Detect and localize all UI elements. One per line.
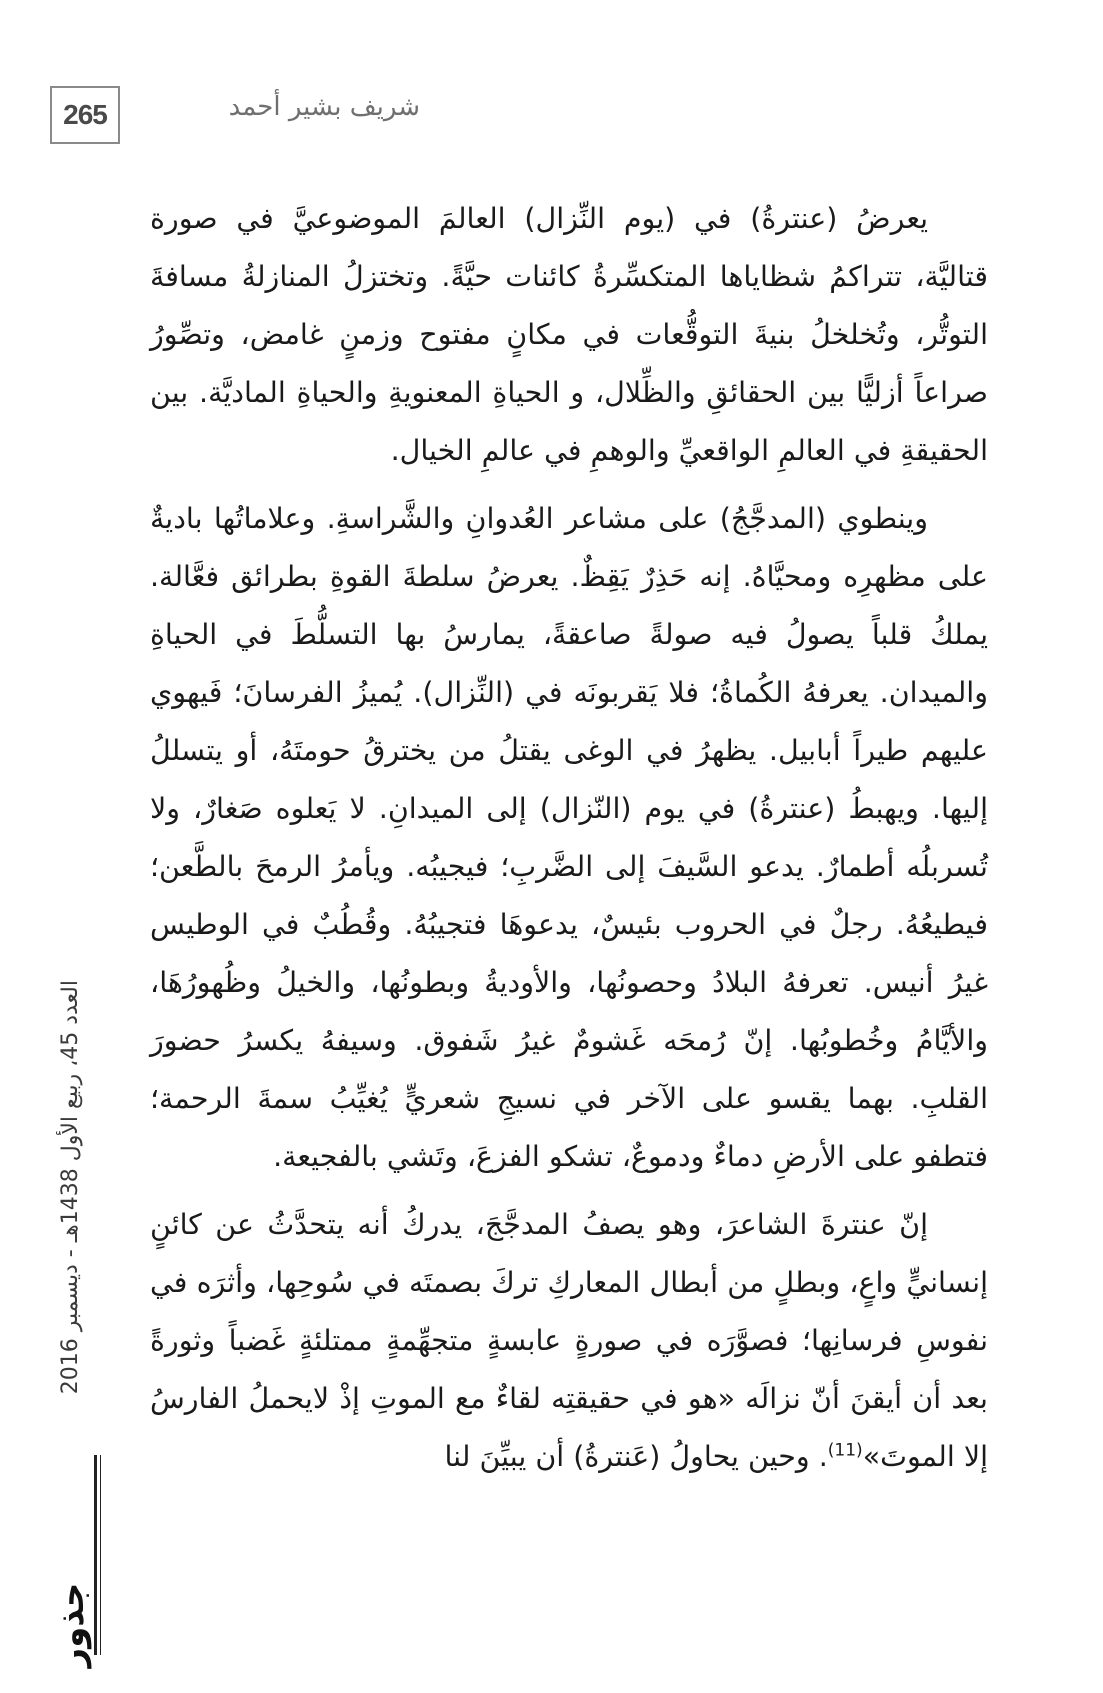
paragraph-3-text: إنّ عنترةَ الشاعرَ، وهو يصفُ المدجَّجَ، يدركُ أنه يتحدَّثُ عن كائنٍ إنسانيٍّ واعٍ، وبطلٍ من أبطال المعاركِ تركَ بصمتَه في سُوحِها، وأثرَه في نفوسِ فرسانِها؛ فصوَّرَه في صورةٍ عابسةٍ متجهِّمةٍ ممتلئةٍ غَضباً وثورةً بعد أن أيقنَ أنّ نزالَه «هو في حقيقتِه لقاءٌ مع الموتِ إذْ لايحملُ الفارسُ إلا الموتَ» [150,1208,988,1473]
article-body [150,190,988,1496]
paragraph-3-continuation: . وحين يحاولُ (عَنترةُ) أن يبيِّنَ لنا [444,1440,828,1473]
journal-logo: جذور [52,1582,92,1668]
footnote-marker[interactable]: (11) [827,1440,863,1461]
paragraph-1: يعرضُ (عنترةُ) في (يوم النِّزال) العالمَ الموضوعيَّ في صورة قتاليَّة، تتراكمُ شظاياها المتكسِّرةُ كائنات حيَّةً. وتختزلُ المنازلةُ مسافةَ التوتُّر، وتُخلخلُ بنيةَ التوقُّعات في مكانٍ مفتوح وزمنٍ غامض، وتصِّورُ صراعاً أزليًّا بين الحقائقِ والظِّلال، و الحياةِ المعنويةِ والحياةِ الماديَّة. بين الحقيقةِ في العالمِ الواقعيِّ والوهمِ في عالمِ الخيال. [150,202,988,467]
page-number: 265 [63,99,107,130]
page-number-box [50,86,120,144]
author-name: شريف بشير أحمد [228,92,420,122]
issue-info: العدد 45، ربيع الأول 1438هـ - ديسمبر 2016 [58,980,83,1395]
paragraph-3 [150,1196,988,1486]
paragraph-2: وينطوي (المدجَّجُ) على مشاعر العُدوانِ والشَّراسةِ. وعلاماتُها باديةٌ على مظهرِه ومحيَّاهُ. إنه حَذِرٌ يَقِظٌ. يعرضُ سلطةَ القوةِ بطرائق فعَّالة. يملكُ قلباً يصولُ فيه صولةً صاعقةً، يمارسُ بها التسلُّطَ في الحياةِ والميدان. يعرفهُ الكُماةُ؛ فلا يَقربونَه في (النِّزال). يُميزُ الفرسانَ؛ فَيهوي عليهم طيراً أبابيل. يظهرُ في الوغى يقتلُ من يخترقُ حومتَهُ، أو يتسللُ إليها. ويهبطُ (عنترةُ) في يوم (النّزال) إلى الميدانِ. لا يَعلوه صَغارٌ، ولا تُسربلُه أطمارٌ. يدعو السَّيفَ إلى الضَّربِ؛ فيجيبُه. ويأمرُ الرمحَ بالطَّعن؛ فيطيعُهُ. رجلٌ في الحروب بئيسٌ، يدعوهَا فتجيبُهُ. وقُطُبٌ في الوطيس غيرُ أنيس. تعرفهُ البلادُ وحصونُها، والأوديةُ وبطونُها، والخيلُ وظُهورُهَا، والأيَّامُ وخُطوبُها. إنّ رُمحَه غَشومٌ غيرُ شَفوق. وسيفهُ يكسرُ حضورَ القلبِ. بهما يقسو على الآخر في نسيجِ شعريٍّ يُغيِّبُ سمةَ الرحمة؛ فتطفو على الأرضِ دماءٌ ودموعٌ، تشكو الفزعَ، وتَشي بالفجيعة. [150,502,988,1173]
